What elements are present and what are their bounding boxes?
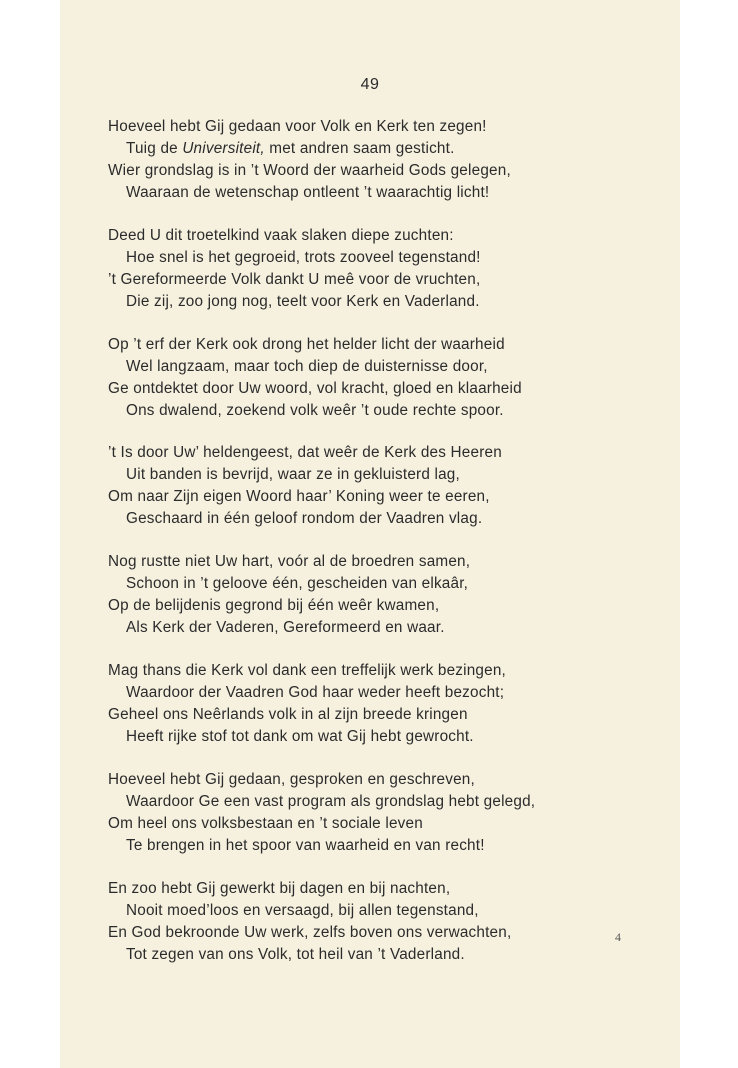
poem-line: Hoeveel hebt Gij gedaan voor Volk en Kerk ten zegen!	[108, 118, 487, 135]
poem-line: Nog rustte niet Uw hart, voór al de broedren samen,	[108, 553, 471, 571]
stanza	[108, 878, 668, 966]
page-number: 49	[360, 76, 380, 93]
poem-line: Uit banden is bevrijd, waar ze in gekluisterd lag,	[126, 466, 460, 484]
poem-line: Op de belijdenis gegrond bij één weêr kwamen,	[108, 597, 440, 615]
emphasized-text: Universiteit,	[182, 140, 265, 157]
stanza	[108, 660, 668, 748]
stanza	[108, 334, 668, 422]
stanza	[108, 116, 668, 204]
poem-line: Wel langzaam, maar toch diep de duisternisse door,	[126, 357, 488, 375]
poem-line: Waardoor Ge een vast program als grondslag hebt gelegd,	[126, 792, 536, 810]
stanza	[108, 225, 668, 313]
poem-line: ’t Gereformeerde Volk dankt U meê voor de vruchten,	[108, 270, 481, 288]
poem-line: En God bekroonde Uw werk, zelfs boven ons verwachten,	[108, 923, 512, 941]
poem-line: Als Kerk der Vaderen, Gereformeerd en waar.	[126, 619, 445, 637]
poem-line: Om naar Zijn eigen Woord haar’ Koning weer te eeren,	[108, 488, 490, 506]
poem-line: Mag thans die Kerk vol dank een treffelijk werk bezingen,	[108, 661, 507, 679]
stanza	[108, 769, 668, 857]
poem-line: Nooit moed’loos en versaagd, bij allen tegenstand,	[126, 901, 479, 919]
book-page	[60, 0, 680, 1068]
poem-line	[108, 138, 668, 160]
poem-line: En zoo hebt Gij gewerkt bij dagen en bij nachten,	[108, 879, 451, 897]
poem-line: Heeft rijke stof tot dank om wat Gij hebt gewrocht.	[126, 727, 474, 745]
poem-line: Hoeveel hebt Gij gedaan, gesproken en geschreven,	[108, 770, 475, 788]
line-segment: Tuig de	[126, 140, 183, 157]
poem-line: Hoe snel is het gegroeid, trots zooveel tegenstand!	[126, 248, 481, 266]
poem-line: Om heel ons volksbestaan en ’t sociale leven	[108, 814, 423, 832]
poem-line: Op ’t erf der Kerk ook drong het helder licht der waarheid	[108, 335, 505, 353]
poem-line: Tot zegen van ons Volk, tot heil van ’t Vaderland.	[126, 945, 465, 963]
poem-line: Ons dwalend, zoekend volk weêr ’t oude rechte spoor.	[126, 401, 504, 419]
poem-line: Deed U dit troetelkind vaak slaken diepe zuchten:	[108, 226, 454, 244]
poem-line: Ge ontdektet door Uw woord, vol kracht, gloed en klaarheid	[108, 379, 522, 397]
line-segment: met andren saam gesticht.	[264, 140, 455, 157]
poem-line: Geschaard in één geloof rondom der Vaadren vlag.	[126, 510, 483, 528]
poem-line: Te brengen in het spoor van waarheid en van recht!	[126, 836, 485, 854]
poem-line: Waaraan de wetenschap ontleent ’t waarachtig licht!	[126, 184, 490, 201]
poem-line: Wier grondslag is in ’t Woord der waarheid Gods gelegen,	[108, 162, 511, 179]
stanza	[108, 551, 668, 639]
signature-mark: 4	[615, 930, 621, 944]
poem	[108, 116, 668, 986]
poem-line: Die zij, zoo jong nog, teelt voor Kerk en Vaderland.	[126, 292, 480, 310]
poem-line: ’t Is door Uw’ heldengeest, dat weêr de Kerk des Heeren	[108, 444, 502, 462]
poem-line: Waardoor der Vaadren God haar weder heeft bezocht;	[126, 683, 505, 701]
stanza	[108, 442, 668, 530]
poem-line: Schoon in ’t geloove één, gescheiden van elkaâr,	[126, 575, 469, 593]
poem-line: Geheel ons Neêrlands volk in al zijn breede kringen	[108, 705, 468, 723]
